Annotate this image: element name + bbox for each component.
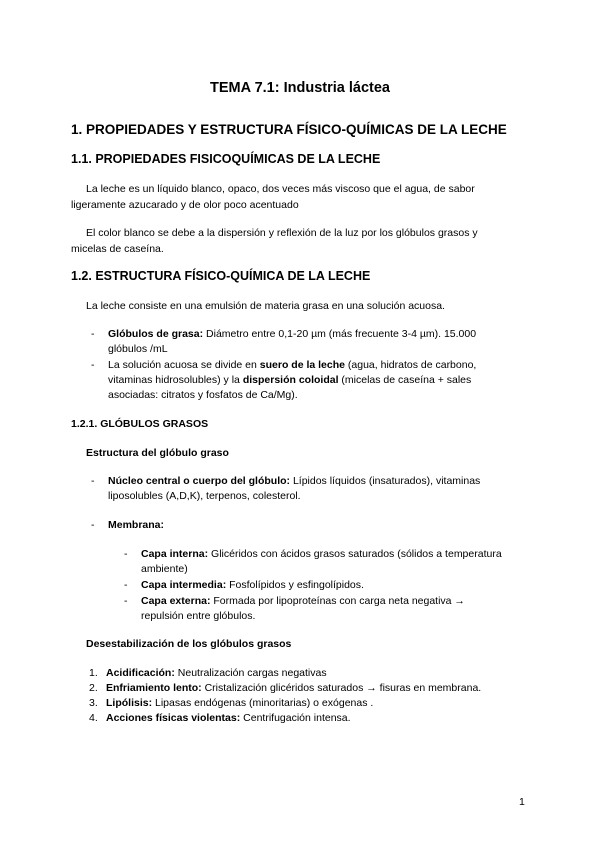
globule-structure-list xyxy=(91,474,531,505)
list-item-physical-actions: 4. Acciones físicas violentas: Centrifugación intensa. xyxy=(89,712,351,724)
bold-term: Capa interna: xyxy=(141,548,209,560)
bold-term: Glóbulos de grasa: xyxy=(108,328,204,340)
list-item-membrane xyxy=(91,518,531,533)
list-item-nucleus: - Núcleo central o cuerpo del glóbulo: Lípidos líquidos (insaturados), vitaminas liposolubles (A,D,K), terpenos, colesterol. xyxy=(91,474,531,504)
list-item-acidification: 1. Acidificación: Neutralización cargas negativas xyxy=(89,667,327,679)
paragraph-emulsion xyxy=(71,298,541,314)
list-item-aqueous-solution: - La solución acuosa se divide en suero de la leche (agua, hidratos de carbono, vitaminas hidrosolubles) y la dispersión coloidal (micelas de caseína + sales asociadas: citratos y fosfatos de Ca/Mg). xyxy=(91,358,531,403)
bold-term: suero de la leche xyxy=(259,359,345,371)
bold-term: Enfriamiento lento: xyxy=(106,682,202,694)
section-1-2-heading: 1.2. ESTRUCTURA FÍSICO-QUÍMICA DE LA LECHE xyxy=(71,269,371,283)
section-1-1-heading: 1.1. PROPIEDADES FISICOQUÍMICAS DE LA LECHE xyxy=(71,152,381,166)
section-1-2-1-heading: 1.2.1. GLÓBULOS GRASOS xyxy=(71,418,209,430)
list-item-fat-globules: - Glóbulos de grasa: Diámetro entre 0,1-20 µm (más frecuente 3-4 µm). 15.000 glóbulos /mL xyxy=(91,327,531,357)
page-number: 1 xyxy=(519,796,525,808)
list-item-inner-layer: - Capa interna: Glicéridos con ácidos grasos saturados (sólidos a temperatura ambiente) xyxy=(124,547,544,577)
paragraph-line: micelas de caseína. xyxy=(71,243,164,255)
paragraph-line: La leche es un líquido blanco, opaco, dos veces más viscoso que el agua, de sabor xyxy=(86,183,475,195)
list-item-middle-layer: - Capa intermedia: Fosfolípidos y esfingolípidos. xyxy=(124,578,544,593)
list-item-outer-layer: - Capa externa: Formada por lipoproteínas con carga neta negativa → repulsión entre glóbulos. xyxy=(124,594,544,624)
membrane-list xyxy=(91,518,531,534)
paragraph-line: La leche consiste en una emulsión de materia grasa en una solución acuosa. xyxy=(86,300,445,312)
bold-term: Capa externa: xyxy=(141,595,211,607)
bold-term: Núcleo central o cuerpo del glóbulo: xyxy=(108,475,291,487)
membrane-layers-list xyxy=(124,547,544,625)
paragraph-white-color xyxy=(71,225,541,257)
bold-term: Acidificación: xyxy=(106,667,175,679)
paragraph-milk-description xyxy=(71,181,541,213)
bold-term: Lipólisis: xyxy=(106,697,153,709)
section-1-heading: 1. PROPIEDADES Y ESTRUCTURA FÍSICO-QUÍMICAS DE LA LECHE xyxy=(71,122,507,137)
bold-term: Capa intermedia: xyxy=(141,579,227,591)
document-title: TEMA 7.1: Industria láctea xyxy=(210,80,390,96)
structure-subheading: Estructura del glóbulo graso xyxy=(86,447,229,459)
bold-term: Membrana: xyxy=(108,519,165,531)
destabilization-list xyxy=(89,666,529,726)
bold-term: Acciones físicas violentas: xyxy=(106,712,241,724)
destabilization-subheading: Desestabilización de los glóbulos grasos xyxy=(86,638,292,650)
bold-term: dispersión coloidal xyxy=(242,374,339,386)
paragraph-line: El color blanco se debe a la dispersión y reflexión de la luz por los glóbulos grasos y xyxy=(86,227,478,239)
list-item-lipolysis: 3. Lipólisis: Lipasas endógenas (minoritarias) o exógenas . xyxy=(89,697,374,709)
paragraph-line: ligeramente azucarado y de olor poco acentuado xyxy=(71,199,299,211)
list-item-slow-cooling: 2. Enfriamiento lento: Cristalización glicéridos saturados → fisuras en membrana. xyxy=(89,682,482,694)
structure-bullet-list xyxy=(91,327,531,404)
